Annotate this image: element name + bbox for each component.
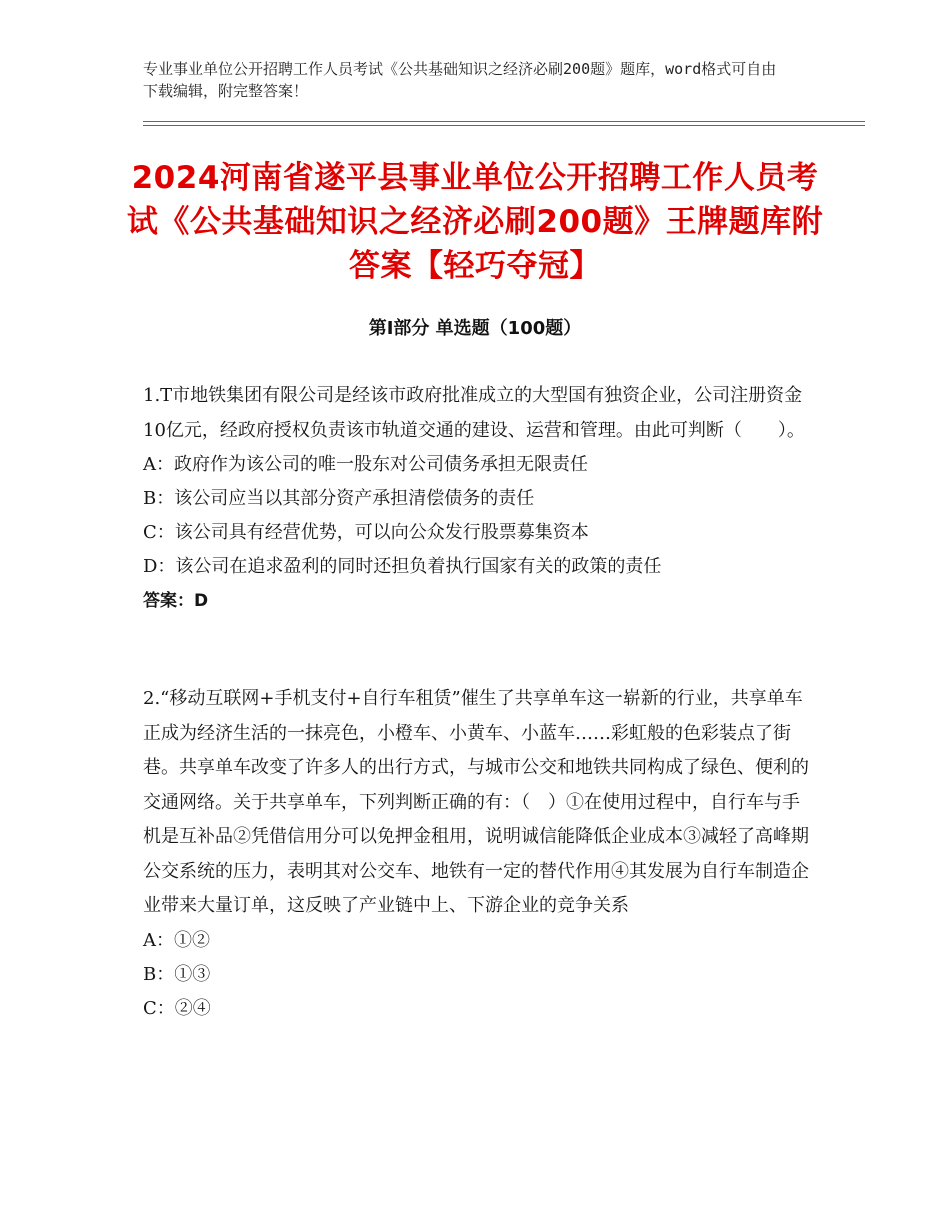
option-b: B：该公司应当以其部分资产承担清偿债务的责任 [143, 488, 535, 509]
question-2 [143, 682, 813, 1026]
header-divider-secondary [143, 125, 865, 126]
question-stem: 1.T市地铁集团有限公司是经该市政府批准成立的大型国有独资企业，公司注册资金10亿元，经政府授权负责该市轨道交通的建设、运营和管理。由此可判断（ ）。 [143, 385, 805, 441]
option-d: D：该公司在追求盈利的同时还担负着执行国家有关的政策的责任 [143, 556, 662, 577]
option-c: C：②④ [143, 997, 211, 1019]
section-heading: 第Ⅰ部分 单选题（100题） [368, 318, 582, 339]
answer-label: 答案：D [143, 591, 209, 611]
option-a: A：①② [143, 929, 210, 951]
option-c: C：该公司具有经营优势，可以向公众发行股票募集资本 [143, 522, 589, 543]
header-note: 专业事业单位公开招聘工作人员考试《公共基础知识之经济必刷200题》题库，word格式可自由下载编辑，附完整答案！ [143, 60, 777, 100]
option-b: B：①③ [143, 963, 211, 985]
header-divider [143, 121, 865, 122]
question-stem: 2.“移动互联网+手机支付+自行车租赁”催生了共享单车这一崭新的行业，共享单车正成为经济生活的一抹亮色，小橙车、小黄车、小蓝车……彩虹般的色彩装点了街巷。共享单车改变了许多人的出行方式，与城市公交和地铁共同构成了绿色、便利的交通网络。关于共享单车，下列判断正确的有：（ ）①在使用过程中，自行车与手机是互补品②凭借信用分可以免押金租用，说明诚信能降低企业成本③减轻了高峰期公交系统的压力，表明其对公交车、地铁有一定的替代作用④其发展为自行车制造企业带来大量订单，这反映了产业链中上、下游企业的竞争关系 [143, 688, 809, 916]
option-a: A：政府作为该公司的唯一股东对公司债务承担无限责任 [143, 454, 588, 475]
document-title: 2024河南省遂平县事业单位公开招聘工作人员考试《公共基础知识之经济必刷200题》王牌题库附答案【轻巧夺冠】 [126, 160, 824, 284]
question-1 [143, 379, 813, 618]
